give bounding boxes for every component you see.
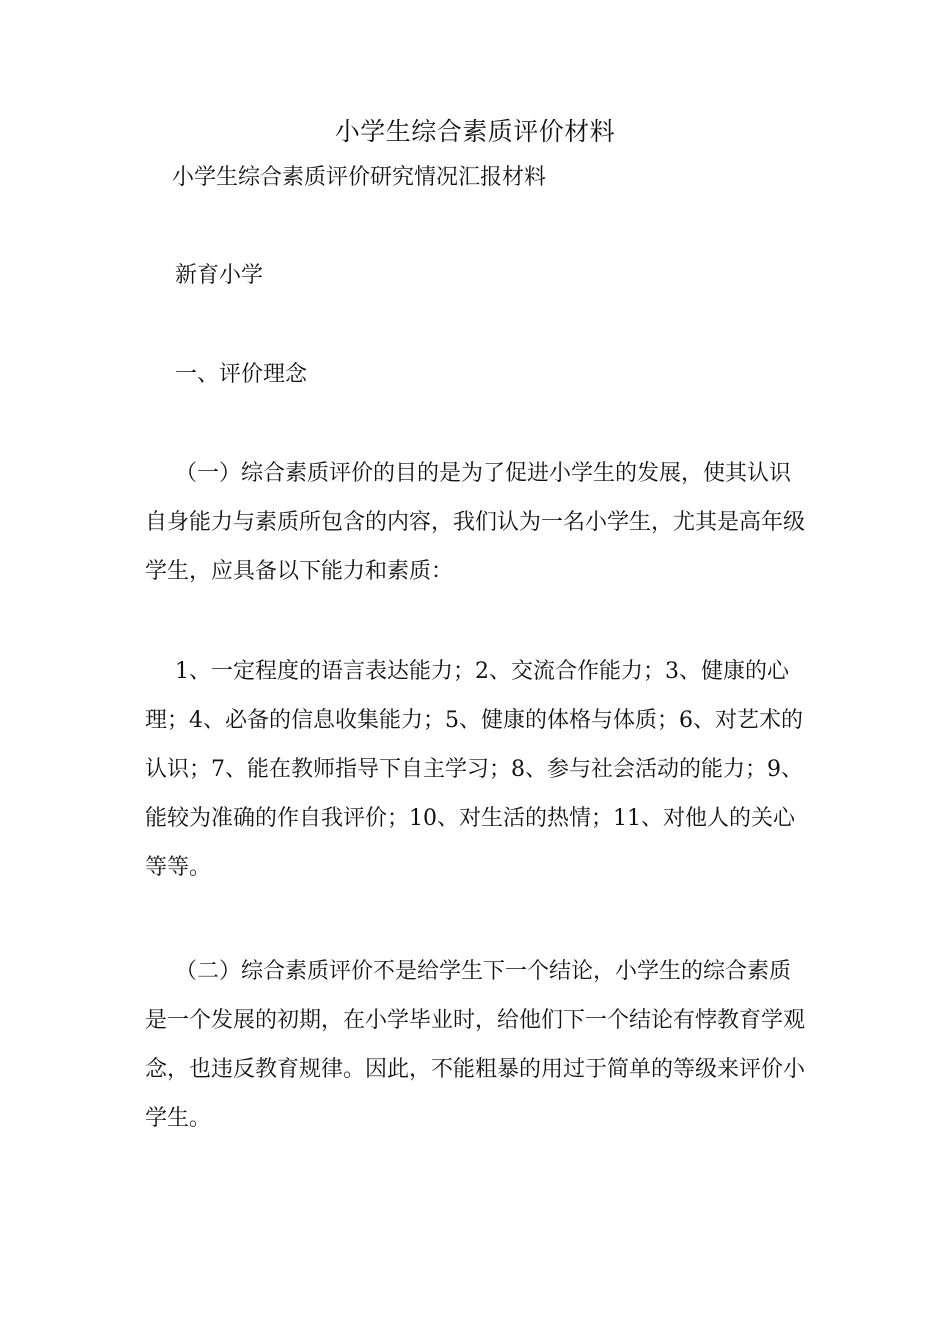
- paragraph-no-conclusion: （二）综合素质评价不是给学生下一个结论，小学生的综合素质是一个发展的初期，在小学毕业时，给他们下一个结论有悖教育学观念，也违反教育规律。因此，不能粗暴的用过于简单的等级来评价小学生。: [145, 959, 806, 1131]
- document-title: 小学生综合素质评价材料: [334, 117, 616, 146]
- document-subtitle: 小学生综合素质评价研究情况汇报材料: [172, 165, 547, 190]
- school-name: 新育小学: [175, 263, 264, 288]
- paragraph-purpose: （一）综合素质评价的目的是为了促进小学生的发展，使其认识自身能力与素质所包含的内容，我们认为一名小学生，尤其是高年级学生，应具备以下能力和素质：: [145, 461, 806, 584]
- section-heading: 一、评价理念: [175, 362, 308, 387]
- paragraph-abilities-list: 1、一定程度的语言表达能力；2、交流合作能力；3、健康的心理；4、必备的信息收集能力；5、健康的体格与体质；6、对艺术的认识；7、能在教师指导下自主学习；8、参与社会活动的能力；9、能较为准确的作自我评价；10、对生活的热情；11、对他人的关心等等。: [145, 659, 803, 880]
